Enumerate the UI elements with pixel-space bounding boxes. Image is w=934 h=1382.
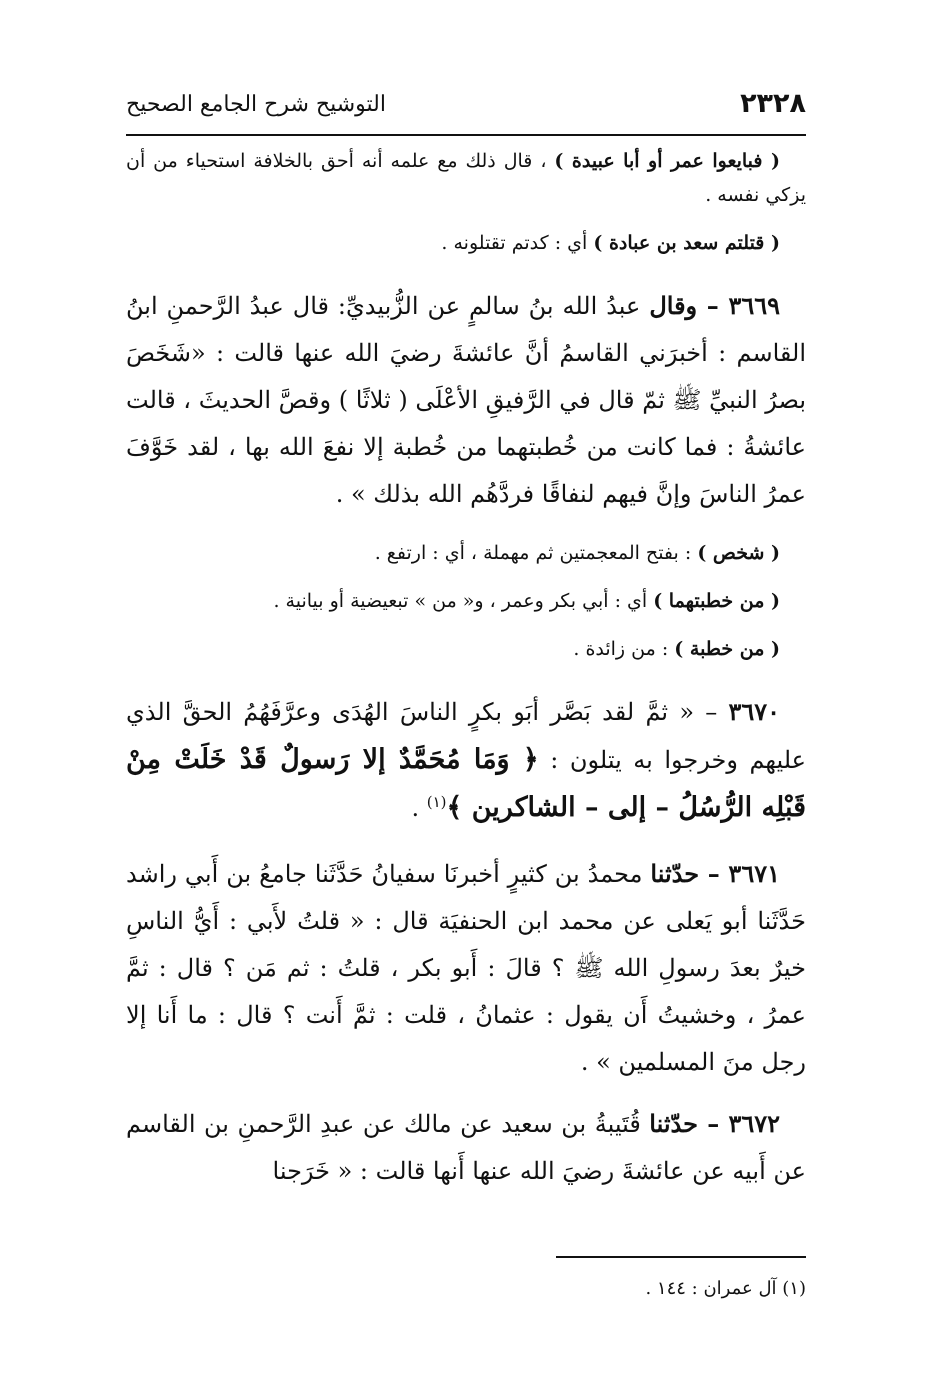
- running-title: التوشيح شرح الجامع الصحيح: [126, 92, 386, 117]
- header-rule: [126, 134, 806, 136]
- commentary-paragraph: [126, 632, 806, 666]
- hadith-3669: [126, 282, 806, 518]
- hadith-text: قُتَيبةُ بن سعيد عن مالك عن عبدِ الرَّحمنِ بن القاسم عن أَبيه عن عائشةَ رضيَ الله عنها أَنها قالت : « خَرَجنا: [126, 1110, 806, 1185]
- footnote-rule: [556, 1256, 806, 1258]
- hadith-number: ٣٦٧١ – حدّثنا: [650, 859, 780, 888]
- page-header: [126, 88, 806, 128]
- commentary-paragraph: [126, 536, 806, 570]
- commentary-label: ( فبايعوا عمر أو أبا عبيدة ): [554, 150, 781, 172]
- commentary-paragraph: [126, 584, 806, 618]
- hadith-3672: [126, 1100, 806, 1195]
- hadith-text: محمدُ بن كثيرٍ أخبرنَا سفيانُ حَدَّثَنا جامعُ بن أَبي راشد حَدَّثَنا أبو يَعلى عن محمد ابن الحنفيَة قال : « قلتُ لأَبي : أَيُّ الناسِ خيرٌ بعدَ رسولِ الله ﷺ ؟ قالَ : أَبو بكر ، قلتُ : ثم مَن ؟ قال : ثمَّ عمرُ ، وخشيتُ أَن يقول : عثمانُ ، قلت : ثمَّ أَنت ؟ قال : ما أَنا إلا رجل منَ المسلمين » .: [126, 860, 806, 1076]
- hadith-number: ٣٦٧٠: [728, 697, 780, 726]
- commentary-text: أي : أبي بكر وعمر ، و« من » تبعيضية أو بيانية .: [273, 590, 654, 612]
- commentary-text: ، قال ذلك مع علمه أنه أحق بالخلافة استحياء من أن يزكي نفسه .: [126, 150, 806, 206]
- footnote: (١) آل عمران : ١٤٤ .: [645, 1278, 806, 1299]
- commentary-paragraph: [126, 226, 806, 260]
- commentary-label: ( شخص ): [697, 542, 780, 564]
- commentary-text: أي : كدتم تقتلونه .: [441, 232, 594, 254]
- main-text: [126, 144, 806, 1195]
- hadith-3670: [126, 688, 806, 832]
- hadith-number: ٣٦٦٩ – وقال: [649, 291, 780, 320]
- commentary-text: : بفتح المعجمتين ثم مهملة ، أي : ارتفع .: [374, 542, 698, 564]
- commentary-text: : من زائدة .: [573, 638, 675, 660]
- hadith-text: عبدُ الله بنُ سالمٍ عن الزُّبيديِّ: قال عبدُ الرَّحمنِ ابنُ القاسم : أخبرَني القاسمُ أنَّ عائشةَ رضيَ الله عنها قالت : «شَخَصَ بصرُ النبيِّ ﷺ ثمّ قال في الرَّفيقِ الأعْلَى ( ثلاثًا ) وقصَّ الحديثَ ، قالت عائشةُ : فما كانت من خُطبتهما من خُطبة إلا نفعَ الله بها ، لقد خَوَّفَ عمرُ الناسَ وإنَّ فيهم لنفاقًا فردَّهُم الله بذلك » .: [126, 292, 806, 508]
- footnote-reference: (١): [426, 793, 447, 811]
- quran-verse: ﴿ وَمَا مُحَمَّدٌ إلا رَسولٌ قَدْ خَلَتْ مِنْ قَبْلِه الرُّسُلُ – إلى – الشاكرين ﴾: [126, 744, 806, 823]
- commentary-label: ( قتلتم سعد بن عبادة ): [593, 232, 780, 254]
- hadith-3671: [126, 850, 806, 1086]
- commentary-label: ( من خطبتهما ): [653, 590, 780, 612]
- hadith-end: .: [411, 794, 427, 822]
- commentary-paragraph: [126, 144, 806, 212]
- hadith-number: ٣٦٧٢ – حدّثنا: [649, 1109, 780, 1138]
- commentary-label: ( من خطبة ): [674, 638, 780, 660]
- hadith-text: – « ثمَّ لقد بَصَّر أبَو بكرٍ الناسَ الهُدَى وعرَّفَهُمُ الحقَّ الذي عليهم وخرجوا به يتلون :: [126, 698, 806, 774]
- page-number: ٢٣٢٨: [740, 88, 806, 119]
